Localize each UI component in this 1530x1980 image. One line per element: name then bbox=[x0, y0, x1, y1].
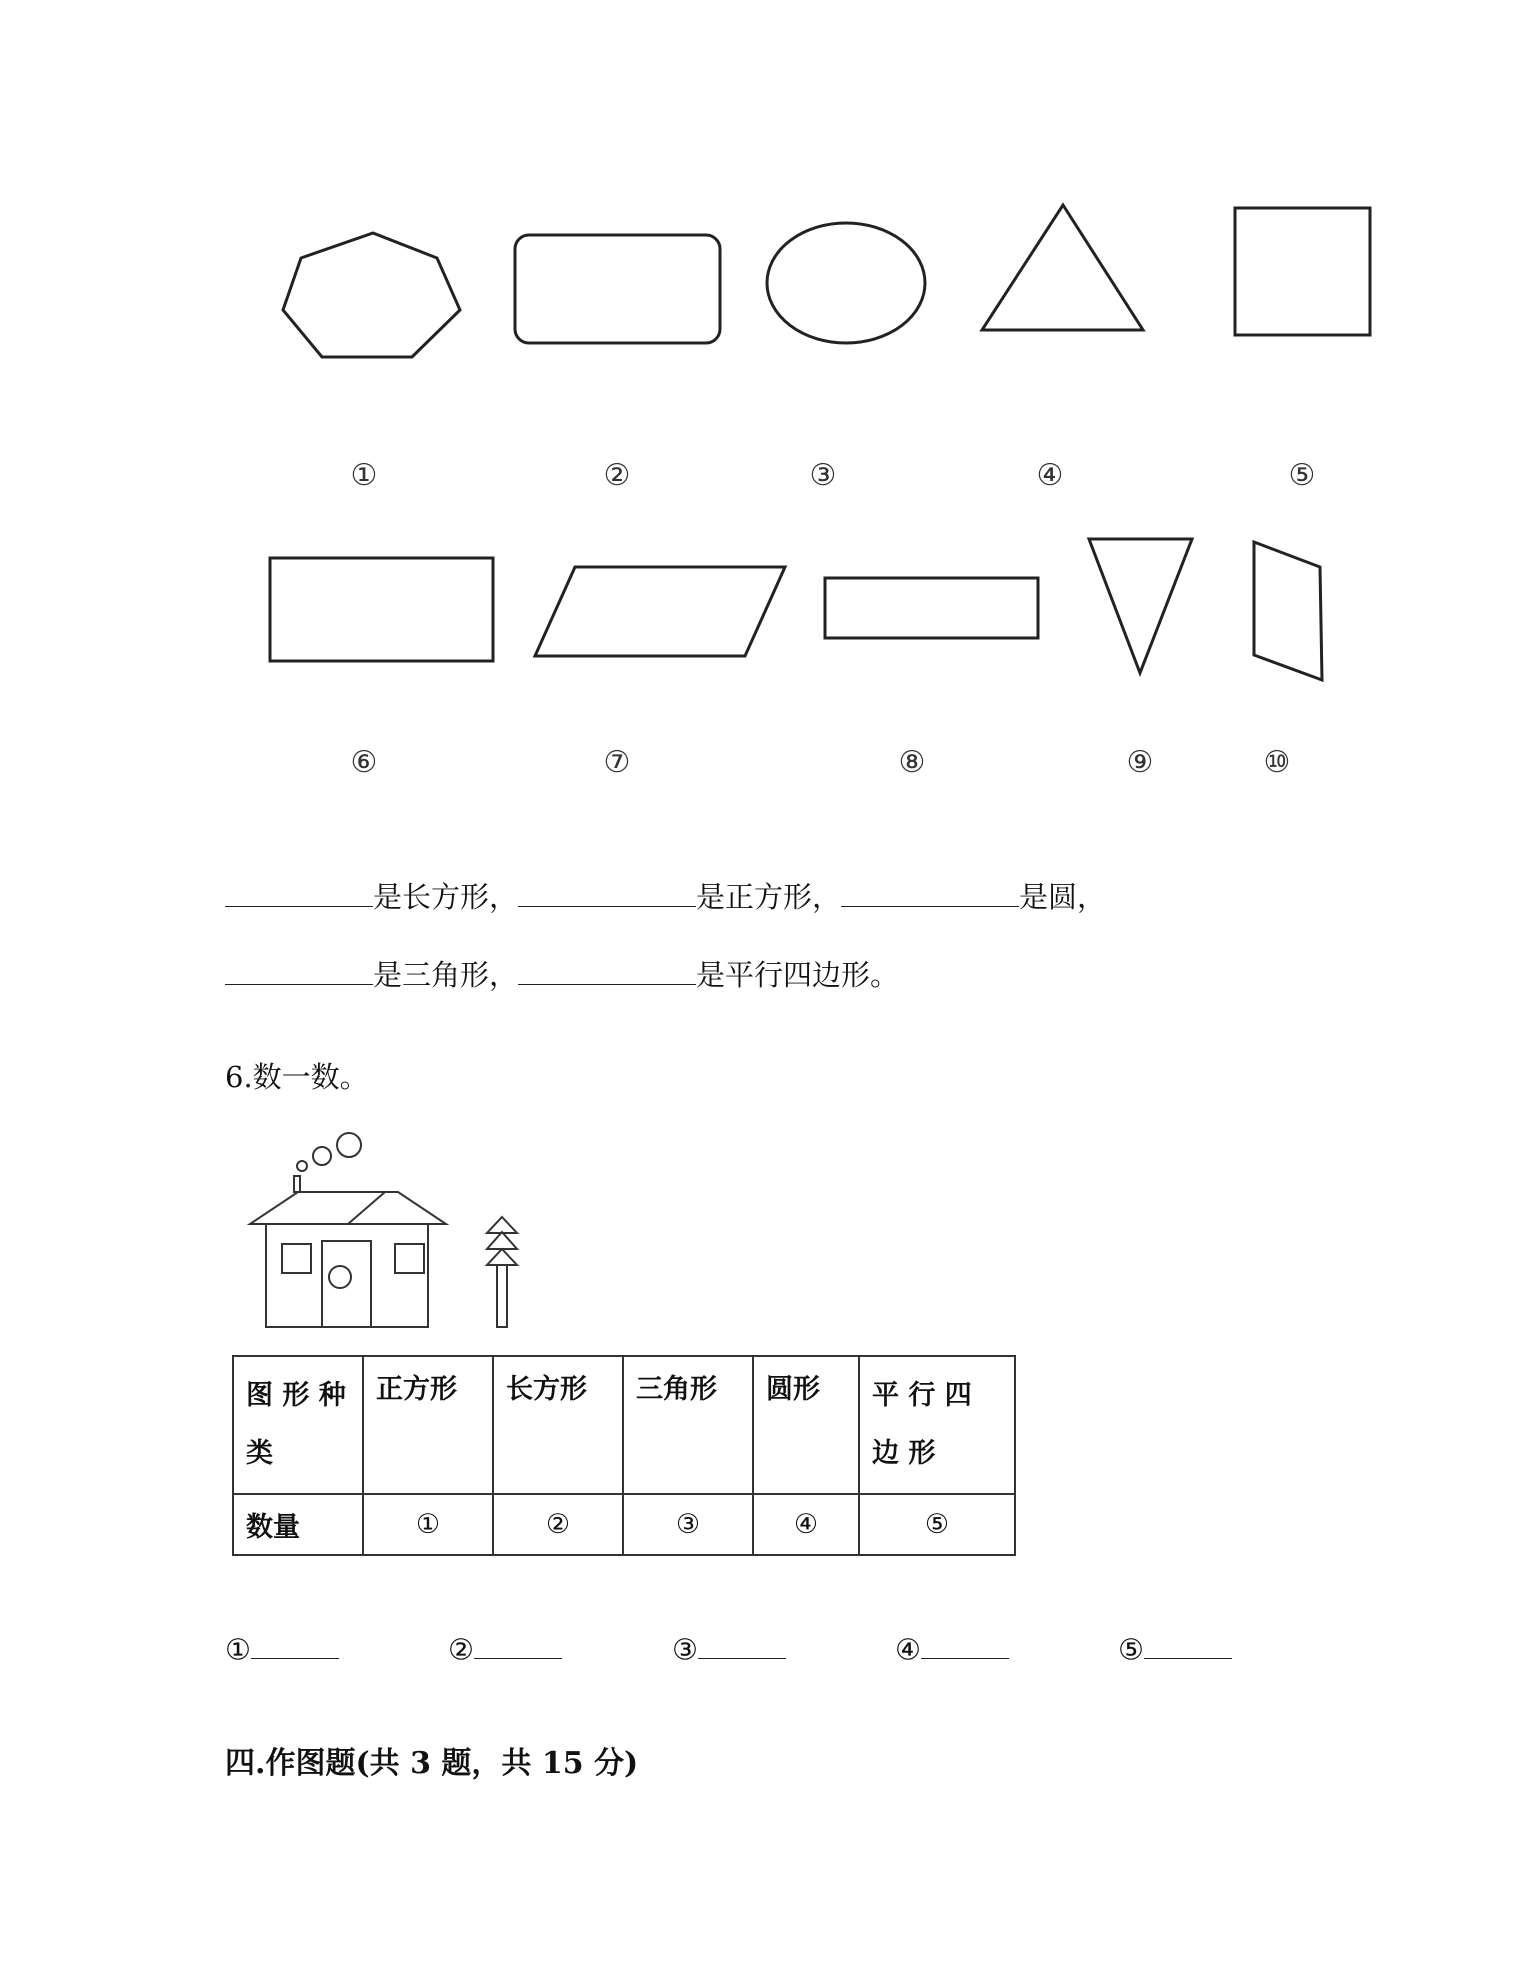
smoke-circle-medium bbox=[313, 1147, 331, 1165]
parallelogram-shape bbox=[535, 567, 785, 656]
shape-label-6: ⑥ bbox=[350, 745, 378, 780]
narrow-parallelogram-shape bbox=[1254, 542, 1322, 680]
tree-triangle-bottom bbox=[487, 1249, 517, 1265]
question-6-title: 6.数一数。 bbox=[225, 1060, 369, 1094]
answer-3 bbox=[672, 1628, 786, 1666]
section-title-drawing: 四.作图题(共 3 题，共 15 分) bbox=[225, 1746, 639, 1781]
house-tree-figure bbox=[240, 1125, 530, 1340]
table-row-header bbox=[233, 1356, 1015, 1494]
fill-text-triangle: 是三角形， bbox=[373, 958, 519, 992]
chimney-shape bbox=[294, 1176, 300, 1192]
shape-label-5: ⑤ bbox=[1288, 458, 1316, 493]
fill-text-circle: 是圆， bbox=[1019, 880, 1107, 914]
answer-1-label: ① bbox=[225, 1632, 251, 1667]
heptagon-shape bbox=[283, 233, 460, 357]
table-cell-header-rectangle: 长方形 bbox=[493, 1356, 623, 1494]
rounded-rectangle-shape bbox=[515, 235, 720, 343]
fill-line-2 bbox=[225, 953, 899, 994]
table-cell-count-3: ③ bbox=[623, 1494, 753, 1555]
house-window-left bbox=[282, 1244, 311, 1273]
shape-label-9: ⑨ bbox=[1126, 745, 1154, 780]
answer-4-label: ④ bbox=[895, 1632, 921, 1667]
answer-1 bbox=[225, 1628, 339, 1666]
blank-circle-answer[interactable] bbox=[841, 876, 1019, 907]
table-cell-header-triangle: 三角形 bbox=[623, 1356, 753, 1494]
table-cell-count-label: 数量 bbox=[233, 1494, 363, 1555]
inverted-triangle-shape bbox=[1089, 539, 1192, 673]
table-cell-header-circle: 圆形 bbox=[753, 1356, 859, 1494]
shape-label-2: ② bbox=[603, 458, 631, 493]
table-cell-header-parallelogram: 平 行 四 边 形 bbox=[859, 1356, 1015, 1494]
house-door bbox=[322, 1241, 371, 1327]
rectangle-thin-shape bbox=[825, 578, 1038, 638]
house-body-shape bbox=[266, 1224, 428, 1327]
answer-5-label: ⑤ bbox=[1118, 1632, 1144, 1667]
fill-text-square: 是正方形， bbox=[696, 880, 842, 914]
blank-square-answer[interactable] bbox=[518, 876, 696, 907]
square-shape bbox=[1235, 208, 1370, 335]
table-cell-header-square: 正方形 bbox=[363, 1356, 493, 1494]
house-door-circle bbox=[329, 1266, 351, 1288]
shape-label-10: ⑩ bbox=[1263, 745, 1291, 780]
shape-label-1: ① bbox=[350, 458, 378, 493]
answer-3-blank[interactable] bbox=[698, 1628, 786, 1659]
blank-triangle-answer[interactable] bbox=[225, 954, 373, 985]
answer-4-blank[interactable] bbox=[921, 1628, 1009, 1659]
tree-trunk bbox=[497, 1265, 507, 1327]
answer-1-blank[interactable] bbox=[251, 1628, 339, 1659]
answer-3-label: ③ bbox=[672, 1632, 698, 1667]
table-cell-count-2: ② bbox=[493, 1494, 623, 1555]
fill-line-1 bbox=[225, 875, 1106, 916]
tree-triangle-middle bbox=[487, 1232, 517, 1249]
shape-label-8: ⑧ bbox=[898, 745, 926, 780]
smoke-circle-small bbox=[297, 1161, 307, 1171]
answer-4 bbox=[895, 1628, 1009, 1666]
shape-label-3: ③ bbox=[809, 458, 837, 493]
blank-rectangle-answer[interactable] bbox=[225, 876, 373, 907]
answer-5 bbox=[1118, 1628, 1232, 1666]
smoke-circle-large bbox=[337, 1133, 361, 1157]
shape-count-table bbox=[232, 1355, 1016, 1556]
ellipse-shape bbox=[767, 223, 925, 343]
answer-2-blank[interactable] bbox=[474, 1628, 562, 1659]
answer-5-blank[interactable] bbox=[1144, 1628, 1232, 1659]
blank-parallelogram-answer[interactable] bbox=[518, 954, 696, 985]
table-cell-header-type: 图 形 种 类 bbox=[233, 1356, 363, 1494]
fill-text-rectangle: 是长方形， bbox=[373, 880, 519, 914]
table-cell-count-5: ⑤ bbox=[859, 1494, 1015, 1555]
house-roof-shape bbox=[250, 1192, 446, 1224]
answer-2-label: ② bbox=[448, 1632, 474, 1667]
triangle-shape bbox=[982, 205, 1143, 330]
table-cell-count-1: ① bbox=[363, 1494, 493, 1555]
table-row-count bbox=[233, 1494, 1015, 1555]
house-window-right bbox=[395, 1244, 424, 1273]
answer-2 bbox=[448, 1628, 562, 1666]
shape-label-4: ④ bbox=[1036, 458, 1064, 493]
shapes-figure bbox=[0, 0, 1530, 820]
rectangle-large-shape bbox=[270, 558, 493, 661]
fill-text-parallelogram: 是平行四边形。 bbox=[696, 958, 900, 992]
shape-label-7: ⑦ bbox=[603, 745, 631, 780]
table-cell-count-4: ④ bbox=[753, 1494, 859, 1555]
